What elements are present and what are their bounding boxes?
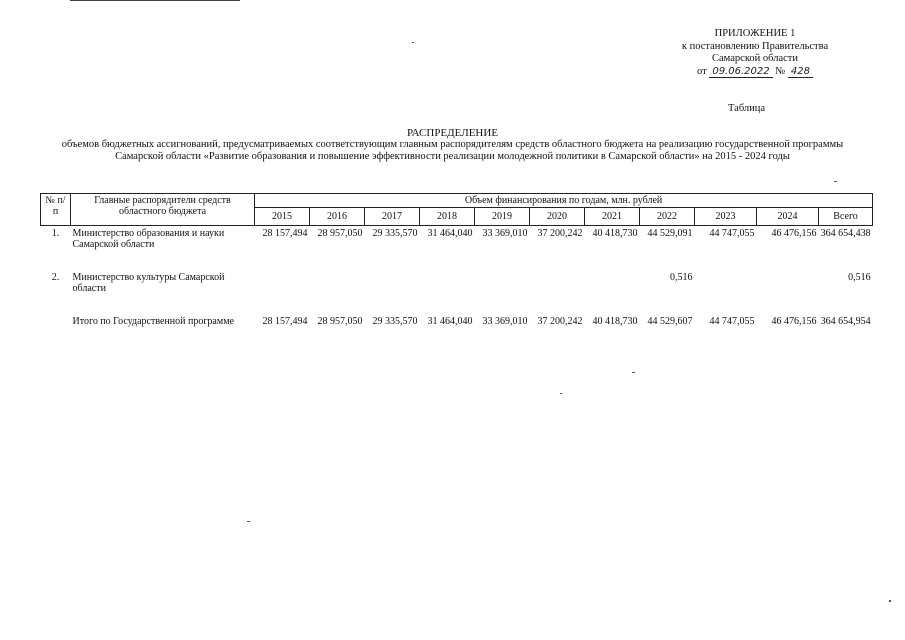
handwritten-date: 09.06.2022: [709, 66, 772, 78]
header-year: 2024: [757, 208, 819, 226]
row-value: 33 369,010: [482, 316, 528, 327]
row-value: 46 476,156: [771, 316, 817, 327]
header-year: 2015: [255, 208, 310, 226]
budget-table: [40, 193, 873, 329]
appendix-line-1: к постановлению Правительства: [681, 40, 829, 52]
row-index: 2.: [51, 272, 60, 283]
scan-speck: [889, 600, 891, 602]
row-distributor: Министерство культуры Самарской области: [72, 272, 225, 294]
title-heading: РАСПРЕДЕЛЕНИЕ: [406, 127, 499, 139]
header-funding-group: Объем финансирования по годам, млн. рублей: [255, 194, 873, 208]
row-value: 44 529,607: [647, 316, 693, 327]
row-value: 40 418,730: [592, 316, 638, 327]
row-value: 28 157,494: [262, 228, 308, 239]
number-sign: №: [775, 65, 786, 77]
scan-speck: [834, 181, 837, 182]
appendix-date-line: [660, 66, 850, 79]
row-value: [757, 270, 819, 296]
header-index: № п/п: [41, 194, 71, 226]
header-year: 2023: [695, 208, 757, 226]
header-year: 2018: [420, 208, 475, 226]
row-value: 28 957,050: [317, 228, 363, 239]
scan-speck: [560, 393, 562, 394]
scan-speck: [632, 372, 635, 373]
table-row-total: [41, 314, 873, 329]
row-total: 364 654,438: [820, 228, 871, 239]
document-title: [40, 127, 865, 163]
row-value: 28 957,050: [317, 316, 363, 327]
header-year: 2021: [585, 208, 640, 226]
scan-speck: [412, 42, 414, 43]
appendix-line-2: Самарской области: [712, 53, 798, 64]
row-value: [530, 270, 585, 296]
row-value: [475, 270, 530, 296]
header-year: 2016: [310, 208, 365, 226]
row-index: 1.: [51, 228, 60, 239]
row-value: 46 476,156: [771, 228, 817, 239]
header-year: 2019: [475, 208, 530, 226]
handwritten-number: 428: [788, 66, 813, 78]
row-value: 31 464,040: [427, 316, 473, 327]
header-total: Всего: [819, 208, 873, 226]
row-value: [255, 270, 310, 296]
row-value: [695, 270, 757, 296]
row-value: [420, 270, 475, 296]
header-year: 2020: [530, 208, 585, 226]
title-line-2: Самарской области «Развитие образования и повышение эффективности реализации молодежной политики в Самарской области» на 2015 - 2024 годы: [115, 151, 790, 162]
row-value: 31 464,040: [427, 228, 473, 239]
row-value: 29 335,570: [372, 316, 418, 327]
row-value: 33 369,010: [482, 228, 528, 239]
row-value: 44 529,091: [647, 228, 693, 239]
table-row: [41, 226, 873, 253]
header-distributor: Главные распорядители средств областного бюджета: [71, 194, 255, 226]
appendix-header: [660, 28, 850, 78]
row-total: 0,516: [848, 272, 871, 283]
row-value: 37 200,242: [537, 228, 583, 239]
row-total: 364 654,954: [820, 316, 871, 327]
row-index: [41, 314, 71, 329]
row-value: 44 747,055: [709, 228, 755, 239]
row-value: [585, 270, 640, 296]
appendix-title: ПРИЛОЖЕНИЕ 1: [714, 28, 796, 39]
table-label: Таблица: [728, 103, 766, 114]
row-value: [310, 270, 365, 296]
header-year: 2022: [640, 208, 695, 226]
row-value: 40 418,730: [592, 228, 638, 239]
scan-border-mark: [70, 0, 240, 1]
row-value: 44 747,055: [709, 316, 755, 327]
row-value: 29 335,570: [372, 228, 418, 239]
row-value: [365, 270, 420, 296]
scan-speck: [247, 521, 250, 522]
date-prefix: от: [697, 65, 707, 77]
table-row: [41, 270, 873, 296]
title-line-1: объемов бюджетных ассигнований, предусматриваемых соответствующим главным распорядителям средств областного бюджета на реализацию государственной программы: [61, 139, 844, 150]
row-value: 37 200,242: [537, 316, 583, 327]
row-value: 0,516: [670, 272, 693, 283]
row-distributor: Итого по Государственной программе: [72, 316, 234, 327]
row-value: 28 157,494: [262, 316, 308, 327]
header-year: 2017: [365, 208, 420, 226]
row-distributor: Министерство образования и науки Самарской области: [72, 228, 225, 250]
